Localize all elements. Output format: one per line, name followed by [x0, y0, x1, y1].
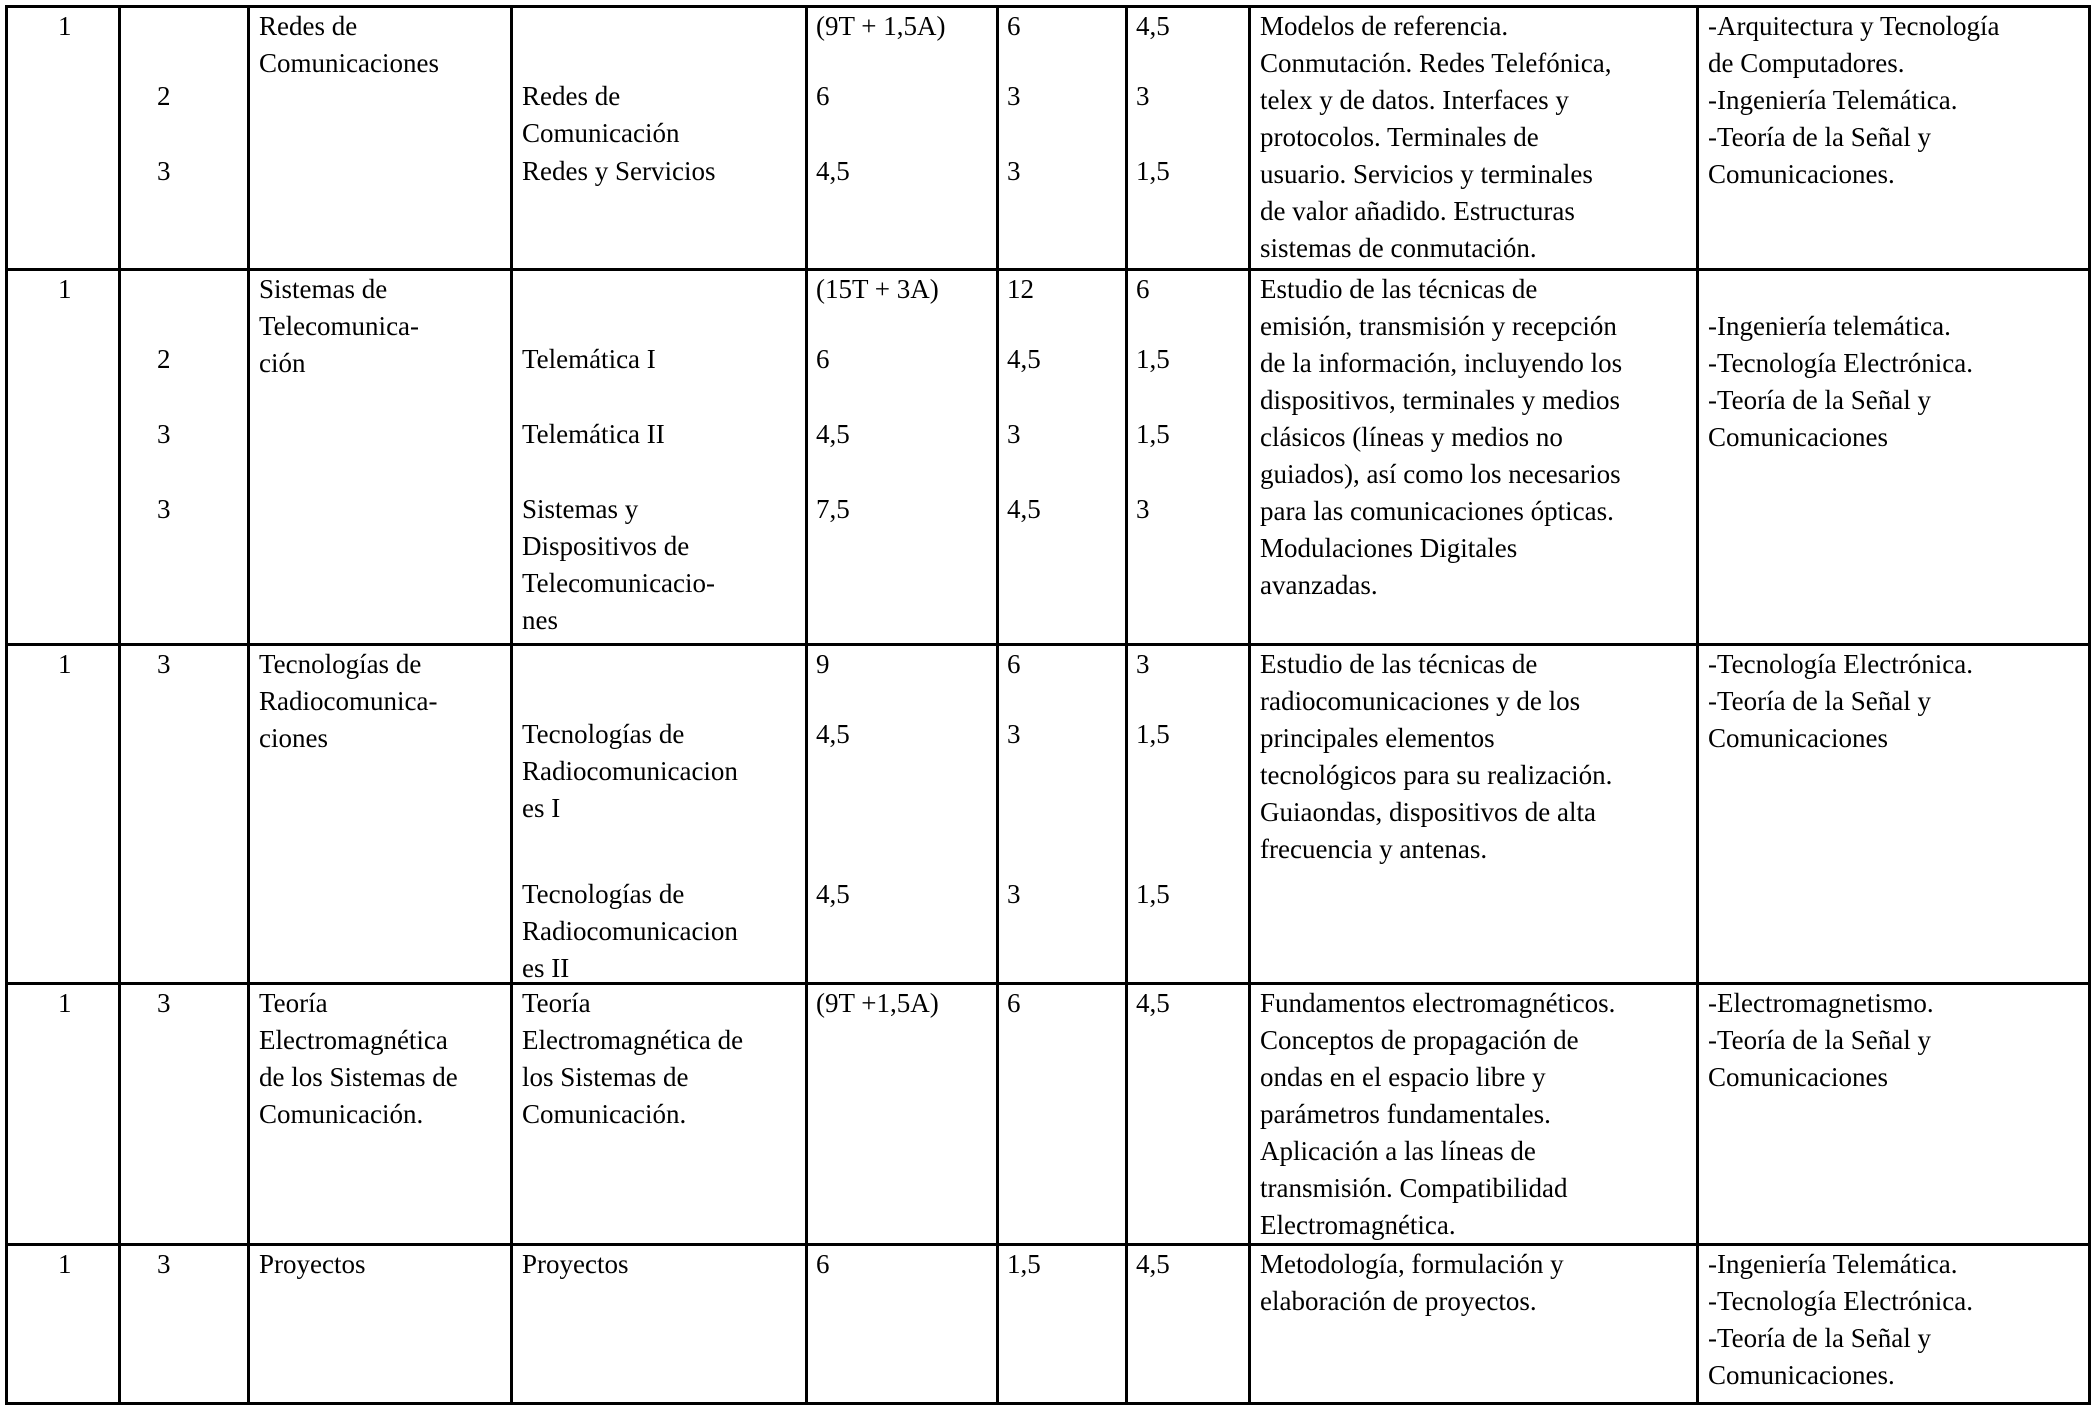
cell-descriptores — [1250, 984, 1698, 1245]
cell-creditos-totales — [807, 270, 998, 645]
credit-value: 4,5 — [1136, 11, 1170, 41]
credit-value: 6 — [1007, 11, 1021, 41]
cell-areas — [1698, 270, 2090, 645]
asignatura-line: los Sistemas de — [522, 1062, 689, 1092]
asignatura-line: Teoría — [522, 988, 591, 1018]
cell-areas — [1698, 645, 2090, 984]
descriptor-line: usuario. Servicios y terminales — [1260, 159, 1593, 189]
cell-curso — [7, 7, 120, 270]
cell-creditos-practicos — [1127, 645, 1250, 984]
credit-value: (9T +1,5A) — [816, 988, 939, 1018]
cell-asignaturas — [512, 7, 807, 270]
descriptor-line: Fundamentos electromagnéticos. — [1260, 988, 1616, 1018]
materia-line: Redes de — [259, 11, 358, 41]
area-line: -Tecnología Electrónica. — [1708, 649, 1973, 679]
table-row — [7, 7, 2090, 270]
cell-cuatrimestre — [120, 7, 249, 270]
asignatura-line: Comunicación. — [522, 1099, 687, 1129]
credit-value: 4,5 — [1136, 988, 1170, 1018]
table-row — [7, 270, 2090, 645]
asignatura-line: Tecnologías de — [522, 719, 685, 749]
credit-value: 6 — [816, 344, 830, 374]
credit-value: 1,5 — [1136, 419, 1170, 449]
credit-value: (9T + 1,5A) — [816, 11, 946, 41]
cell-materia — [249, 984, 512, 1245]
area-line: -Teoría de la Señal y — [1708, 686, 1932, 716]
materia-line: de los Sistemas de — [259, 1062, 458, 1092]
cuatrimestre-value: 3 — [157, 1249, 171, 1279]
credit-value: 3 — [1136, 649, 1150, 679]
asignatura-line: Telecomunicacio- — [522, 568, 716, 598]
descriptor-line: Electromagnética. — [1260, 1210, 1456, 1240]
credit-value: 1,5 — [1136, 879, 1170, 909]
descriptor-line: principales elementos — [1260, 723, 1495, 753]
descriptor-line: Guiaondas, dispositivos de alta — [1260, 797, 1596, 827]
cell-materia — [249, 270, 512, 645]
asignatura-line: Dispositivos de — [522, 531, 690, 561]
area-line: de Computadores. — [1708, 48, 1905, 78]
cell-materia — [249, 7, 512, 270]
area-line: Comunicaciones — [1708, 422, 1888, 452]
descriptor-line: transmisión. Compatibilidad — [1260, 1173, 1568, 1203]
area-line: -Arquitectura y Tecnología — [1708, 11, 2000, 41]
descriptor-line: Metodología, formulación y — [1260, 1249, 1564, 1279]
credit-value: 3 — [1007, 419, 1021, 449]
cell-creditos-totales — [807, 1245, 998, 1404]
materia-line: Tecnologías de — [259, 649, 422, 679]
descriptor-line: clásicos (líneas y medios no — [1260, 422, 1563, 452]
descriptor-line: telex y de datos. Interfaces y — [1260, 85, 1569, 115]
area-line: -Ingeniería Telemática. — [1708, 85, 1958, 115]
cell-creditos-totales — [807, 645, 998, 984]
curso-value: 1 — [58, 988, 72, 1018]
area-line: Comunicaciones — [1708, 1062, 1888, 1092]
descriptor-line: de valor añadido. Estructuras — [1260, 196, 1575, 226]
materia-line: Electromagnética — [259, 1025, 448, 1055]
area-line: Comunicaciones — [1708, 723, 1888, 753]
cell-creditos-teoricos — [998, 270, 1127, 645]
cuatrimestre-value: 3 — [157, 494, 171, 524]
descriptor-line: Estudio de las técnicas de — [1260, 649, 1538, 679]
cell-cuatrimestre — [120, 645, 249, 984]
credit-value: 4,5 — [1007, 344, 1041, 374]
asignatura-line: Redes de — [522, 81, 621, 111]
credit-value: 4,5 — [1136, 1249, 1170, 1279]
cell-curso — [7, 1245, 120, 1404]
area-line: -Teoría de la Señal y — [1708, 122, 1932, 152]
credit-value: 7,5 — [816, 494, 850, 524]
cell-asignaturas — [512, 270, 807, 645]
descriptor-line: de la información, incluyendo los — [1260, 348, 1623, 378]
area-line: -Teoría de la Señal y — [1708, 1025, 1932, 1055]
descriptor-line: protocolos. Terminales de — [1260, 122, 1539, 152]
area-line: -Tecnología Electrónica. — [1708, 348, 1973, 378]
area-line: -Ingeniería Telemática. — [1708, 1249, 1958, 1279]
asignatura-line: Telemática II — [522, 419, 665, 449]
cell-cuatrimestre — [120, 984, 249, 1245]
asignatura-line: Sistemas y — [522, 494, 639, 524]
descriptor-line: Modulaciones Digitales — [1260, 533, 1518, 563]
cell-creditos-teoricos — [998, 984, 1127, 1245]
descriptor-line: dispositivos, terminales y medios — [1260, 385, 1620, 415]
asignatura-line: Radiocomunicacion — [522, 916, 738, 946]
asignatura-line: Radiocomunicacion — [522, 756, 738, 786]
credit-value: 3 — [1136, 81, 1150, 111]
descriptor-line: Aplicación a las líneas de — [1260, 1136, 1536, 1166]
cell-curso — [7, 984, 120, 1245]
area-line: -Electromagnetismo. — [1708, 988, 1934, 1018]
cell-creditos-practicos — [1127, 270, 1250, 645]
cuatrimestre-value: 3 — [157, 988, 171, 1018]
credit-value: 6 — [1007, 988, 1021, 1018]
curriculum-table — [5, 5, 2091, 1405]
descriptor-line: Modelos de referencia. — [1260, 11, 1509, 41]
materia-line: ciones — [259, 723, 328, 753]
cuatrimestre-value: 2 — [157, 81, 171, 111]
credit-value: 6 — [1136, 274, 1150, 304]
asignatura-line: Telemática I — [522, 344, 656, 374]
table-row — [7, 645, 2090, 984]
credit-value: 3 — [1136, 494, 1150, 524]
credit-value: 6 — [816, 1249, 830, 1279]
asignatura-line: Tecnologías de — [522, 879, 685, 909]
descriptor-line: guiados), así como los necesarios — [1260, 459, 1621, 489]
materia-line: Sistemas de — [259, 274, 388, 304]
credit-value: 6 — [816, 81, 830, 111]
cell-creditos-practicos — [1127, 7, 1250, 270]
asignatura-line: Electromagnética de — [522, 1025, 744, 1055]
area-line: Comunicaciones. — [1708, 159, 1895, 189]
descriptor-line: ondas en el espacio libre y — [1260, 1062, 1546, 1092]
descriptor-line: sistemas de conmutación. — [1260, 233, 1537, 263]
cell-asignaturas — [512, 984, 807, 1245]
cuatrimestre-value: 3 — [157, 156, 171, 186]
descriptor-line: frecuencia y antenas. — [1260, 834, 1488, 864]
credit-value: 6 — [1007, 649, 1021, 679]
area-line: -Ingeniería telemática. — [1708, 311, 1951, 341]
cell-descriptores — [1250, 7, 1698, 270]
asignatura-line: Comunicación — [522, 118, 680, 148]
credit-value: 1,5 — [1007, 1249, 1041, 1279]
cell-cuatrimestre — [120, 270, 249, 645]
cell-curso — [7, 270, 120, 645]
cell-areas — [1698, 7, 2090, 270]
materia-line: Comunicaciones — [259, 48, 439, 78]
cell-creditos-teoricos — [998, 7, 1127, 270]
cell-curso — [7, 645, 120, 984]
descriptor-line: tecnológicos para su realización. — [1260, 760, 1613, 790]
area-line: -Tecnología Electrónica. — [1708, 1286, 1973, 1316]
curso-value: 1 — [58, 1249, 72, 1279]
cell-areas — [1698, 1245, 2090, 1404]
cell-creditos-totales — [807, 984, 998, 1245]
descriptor-line: Estudio de las técnicas de — [1260, 274, 1538, 304]
cell-cuatrimestre — [120, 1245, 249, 1404]
credit-value: 1,5 — [1136, 719, 1170, 749]
materia-line: Telecomunica- — [259, 311, 420, 341]
asignatura-line: es I — [522, 793, 561, 823]
cell-materia — [249, 1245, 512, 1404]
table-row — [7, 1245, 2090, 1404]
credit-value: 4,5 — [816, 879, 850, 909]
descriptor-line: radiocomunicaciones y de los — [1260, 686, 1581, 716]
materia-line: Teoría — [259, 988, 328, 1018]
credit-value: 3 — [1007, 156, 1021, 186]
asignatura-line: nes — [522, 605, 558, 635]
materia-line: Radiocomunica- — [259, 686, 438, 716]
descriptor-line: para las comunicaciones ópticas. — [1260, 496, 1614, 526]
credit-value: 1,5 — [1136, 156, 1170, 186]
materia-line: Comunicación. — [259, 1099, 424, 1129]
credit-value: 3 — [1007, 719, 1021, 749]
materia-line: ción — [259, 348, 306, 378]
cuatrimestre-value: 3 — [157, 419, 171, 449]
credit-value: 9 — [816, 649, 830, 679]
cell-descriptores — [1250, 1245, 1698, 1404]
curso-value: 1 — [58, 11, 72, 41]
credit-value: 4,5 — [816, 419, 850, 449]
cuatrimestre-value: 3 — [157, 649, 171, 679]
asignatura-line: Redes y Servicios — [522, 156, 716, 186]
asignatura-line: Proyectos — [522, 1249, 629, 1279]
area-line: -Teoría de la Señal y — [1708, 1323, 1932, 1353]
cell-creditos-practicos — [1127, 1245, 1250, 1404]
cell-creditos-teoricos — [998, 645, 1127, 984]
descriptor-line: elaboración de proyectos. — [1260, 1286, 1537, 1316]
descriptor-line: avanzadas. — [1260, 570, 1378, 600]
curso-value: 1 — [58, 649, 72, 679]
credit-value: 4,5 — [1007, 494, 1041, 524]
descriptor-line: emisión, transmisión y recepción — [1260, 311, 1617, 341]
curso-value: 1 — [58, 274, 72, 304]
cell-descriptores — [1250, 645, 1698, 984]
cell-creditos-teoricos — [998, 1245, 1127, 1404]
cell-asignaturas — [512, 645, 807, 984]
credit-value: 4,5 — [816, 156, 850, 186]
asignatura-line: es II — [522, 953, 570, 983]
area-line: Comunicaciones. — [1708, 1360, 1895, 1390]
area-line: -Teoría de la Señal y — [1708, 385, 1932, 415]
cell-descriptores — [1250, 270, 1698, 645]
curriculum-table-page — [5, 5, 2088, 1402]
descriptor-line: parámetros fundamentales. — [1260, 1099, 1551, 1129]
credit-value: 3 — [1007, 81, 1021, 111]
table-row — [7, 984, 2090, 1245]
credit-value: 3 — [1007, 879, 1021, 909]
credit-value: 4,5 — [816, 719, 850, 749]
cell-asignaturas — [512, 1245, 807, 1404]
credit-value: 1,5 — [1136, 344, 1170, 374]
descriptor-line: Conmutación. Redes Telefónica, — [1260, 48, 1612, 78]
cell-creditos-totales — [807, 7, 998, 270]
materia-line: Proyectos — [259, 1249, 366, 1279]
credit-value: 12 — [1007, 274, 1034, 304]
cell-materia — [249, 645, 512, 984]
cuatrimestre-value: 2 — [157, 344, 171, 374]
cell-creditos-practicos — [1127, 984, 1250, 1245]
cell-areas — [1698, 984, 2090, 1245]
descriptor-line: Conceptos de propagación de — [1260, 1025, 1579, 1055]
credit-value: (15T + 3A) — [816, 274, 939, 304]
